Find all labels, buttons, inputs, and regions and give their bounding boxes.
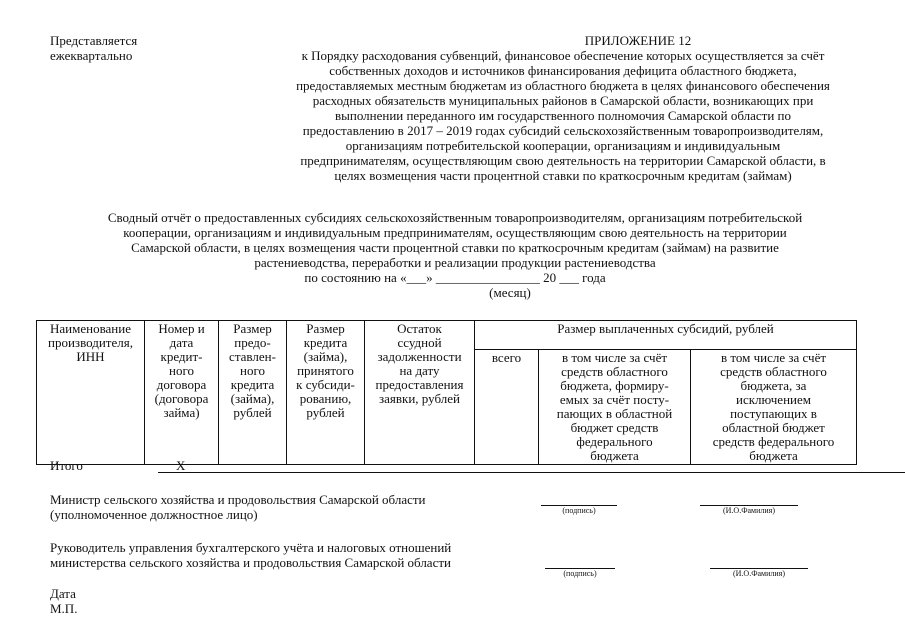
report-title-line: Самарской области, в целях возмещения части процентной ставки по краткосрочным кредитам (займам) на развитие [131,240,779,255]
submission-frequency [50,33,240,63]
report-title-line: растениеводства, переработки и реализации продукции растениеводства [254,255,656,270]
signatory-line: Министр сельского хозяйства и продовольствия Самарской области [50,492,426,507]
footer [50,586,77,616]
total-row-rule [158,472,905,473]
appendix-title: ПРИЛОЖЕНИЕ 12 [584,33,692,48]
appendix-line: предоставлению в 2017 – 2019 годах субсидий сельскохозяйственным товаропроизводителям, [302,123,824,138]
subsidy-report-table [36,320,857,465]
total-mark: X [176,458,186,473]
signatory-line: (уполномоченное должностное лицо) [50,507,258,522]
signatory-line: Руководитель управления бухгалтерского учёта и налоговых отношений [50,540,452,555]
appendix-line: целях возмещения части процентной ставки по краткосрочным кредитам (займам) [334,168,792,183]
appendix-block [258,33,868,183]
header-credit-accepted: Размер кредита (займа), принятого к субсиди- рованию, рублей [287,321,365,465]
header-credit-amount: Размер предо- ставлен- ного кредита (займа), рублей [219,321,287,465]
total-row [50,458,870,474]
appendix-line: предпринимателям, осуществляющим свою деятельность на территории Самарской области, в [300,153,826,168]
signatory-line: министерства сельского хозяйства и продовольствия Самарской области [50,555,451,570]
appendix-line: расходных обязательств муниципальных районов в Самарской области, возникающих при [312,93,814,108]
total-label: Итого [50,458,83,473]
name-field[interactable]: (И.О.Фамилия) [700,505,798,516]
subheader-federal-funds: в том числе за счёт средств областного бюджета, формиру- емых за счёт посту- пающих в областной бюджет средств федерального бюджета [539,350,691,465]
signature-accounting-head [50,540,520,570]
signature-minister [50,492,520,522]
report-title-line: кооперации, организациям и индивидуальным предпринимателям, осуществляющим свою деятельность на территории [123,225,787,240]
report-title-line: Сводный отчёт о предоставленных субсидиях сельскохозяйственным товаропроизводителям, организациям потребительской [107,210,803,225]
signature-field[interactable]: (подпись) [545,568,615,579]
header-loan-balance: Остаток ссудной задолженности на дату предоставления заявки, рублей [365,321,475,465]
header-producer: Наименование производителя, ИНН [37,321,145,465]
subheader-total: всего [475,350,539,465]
appendix-line: выполнении переданного им государственного полномочия Самарской области по [334,108,791,123]
report-date-line: по состоянию на «___» ________________ 20 ___ года [304,270,606,285]
name-field[interactable]: (И.О.Фамилия) [710,568,808,579]
frequency-line-1: Представляется [50,33,138,48]
report-title [30,210,880,300]
month-caption: (месяц) [489,285,531,300]
signature-field[interactable]: (подпись) [541,505,617,516]
appendix-line: организациям потребительской кооперации, организациям и индивидуальным [345,138,781,153]
header-contract: Номер и дата кредит- ного договора (договора займа) [145,321,219,465]
header-paid-subsidies: Размер выплаченных субсидий, рублей [475,321,857,350]
stamp-label: М.П. [50,601,78,616]
appendix-line: предоставляемых местным бюджетам из областного бюджета в целях финансового обеспечения [296,78,830,93]
subheader-regional-funds: в том числе за счёт средств областного бюджета, за исключением поступающих в областной бюджет средств федерального бюджета [691,350,857,465]
frequency-line-2: ежеквартально [50,48,133,63]
appendix-line: собственных доходов и источников финансирования дефицита областного бюджета, [329,63,797,78]
date-label: Дата [50,586,76,601]
appendix-line: к Порядку расходования субвенций, финансовое обеспечение которых осуществляется за счёт [301,48,825,63]
